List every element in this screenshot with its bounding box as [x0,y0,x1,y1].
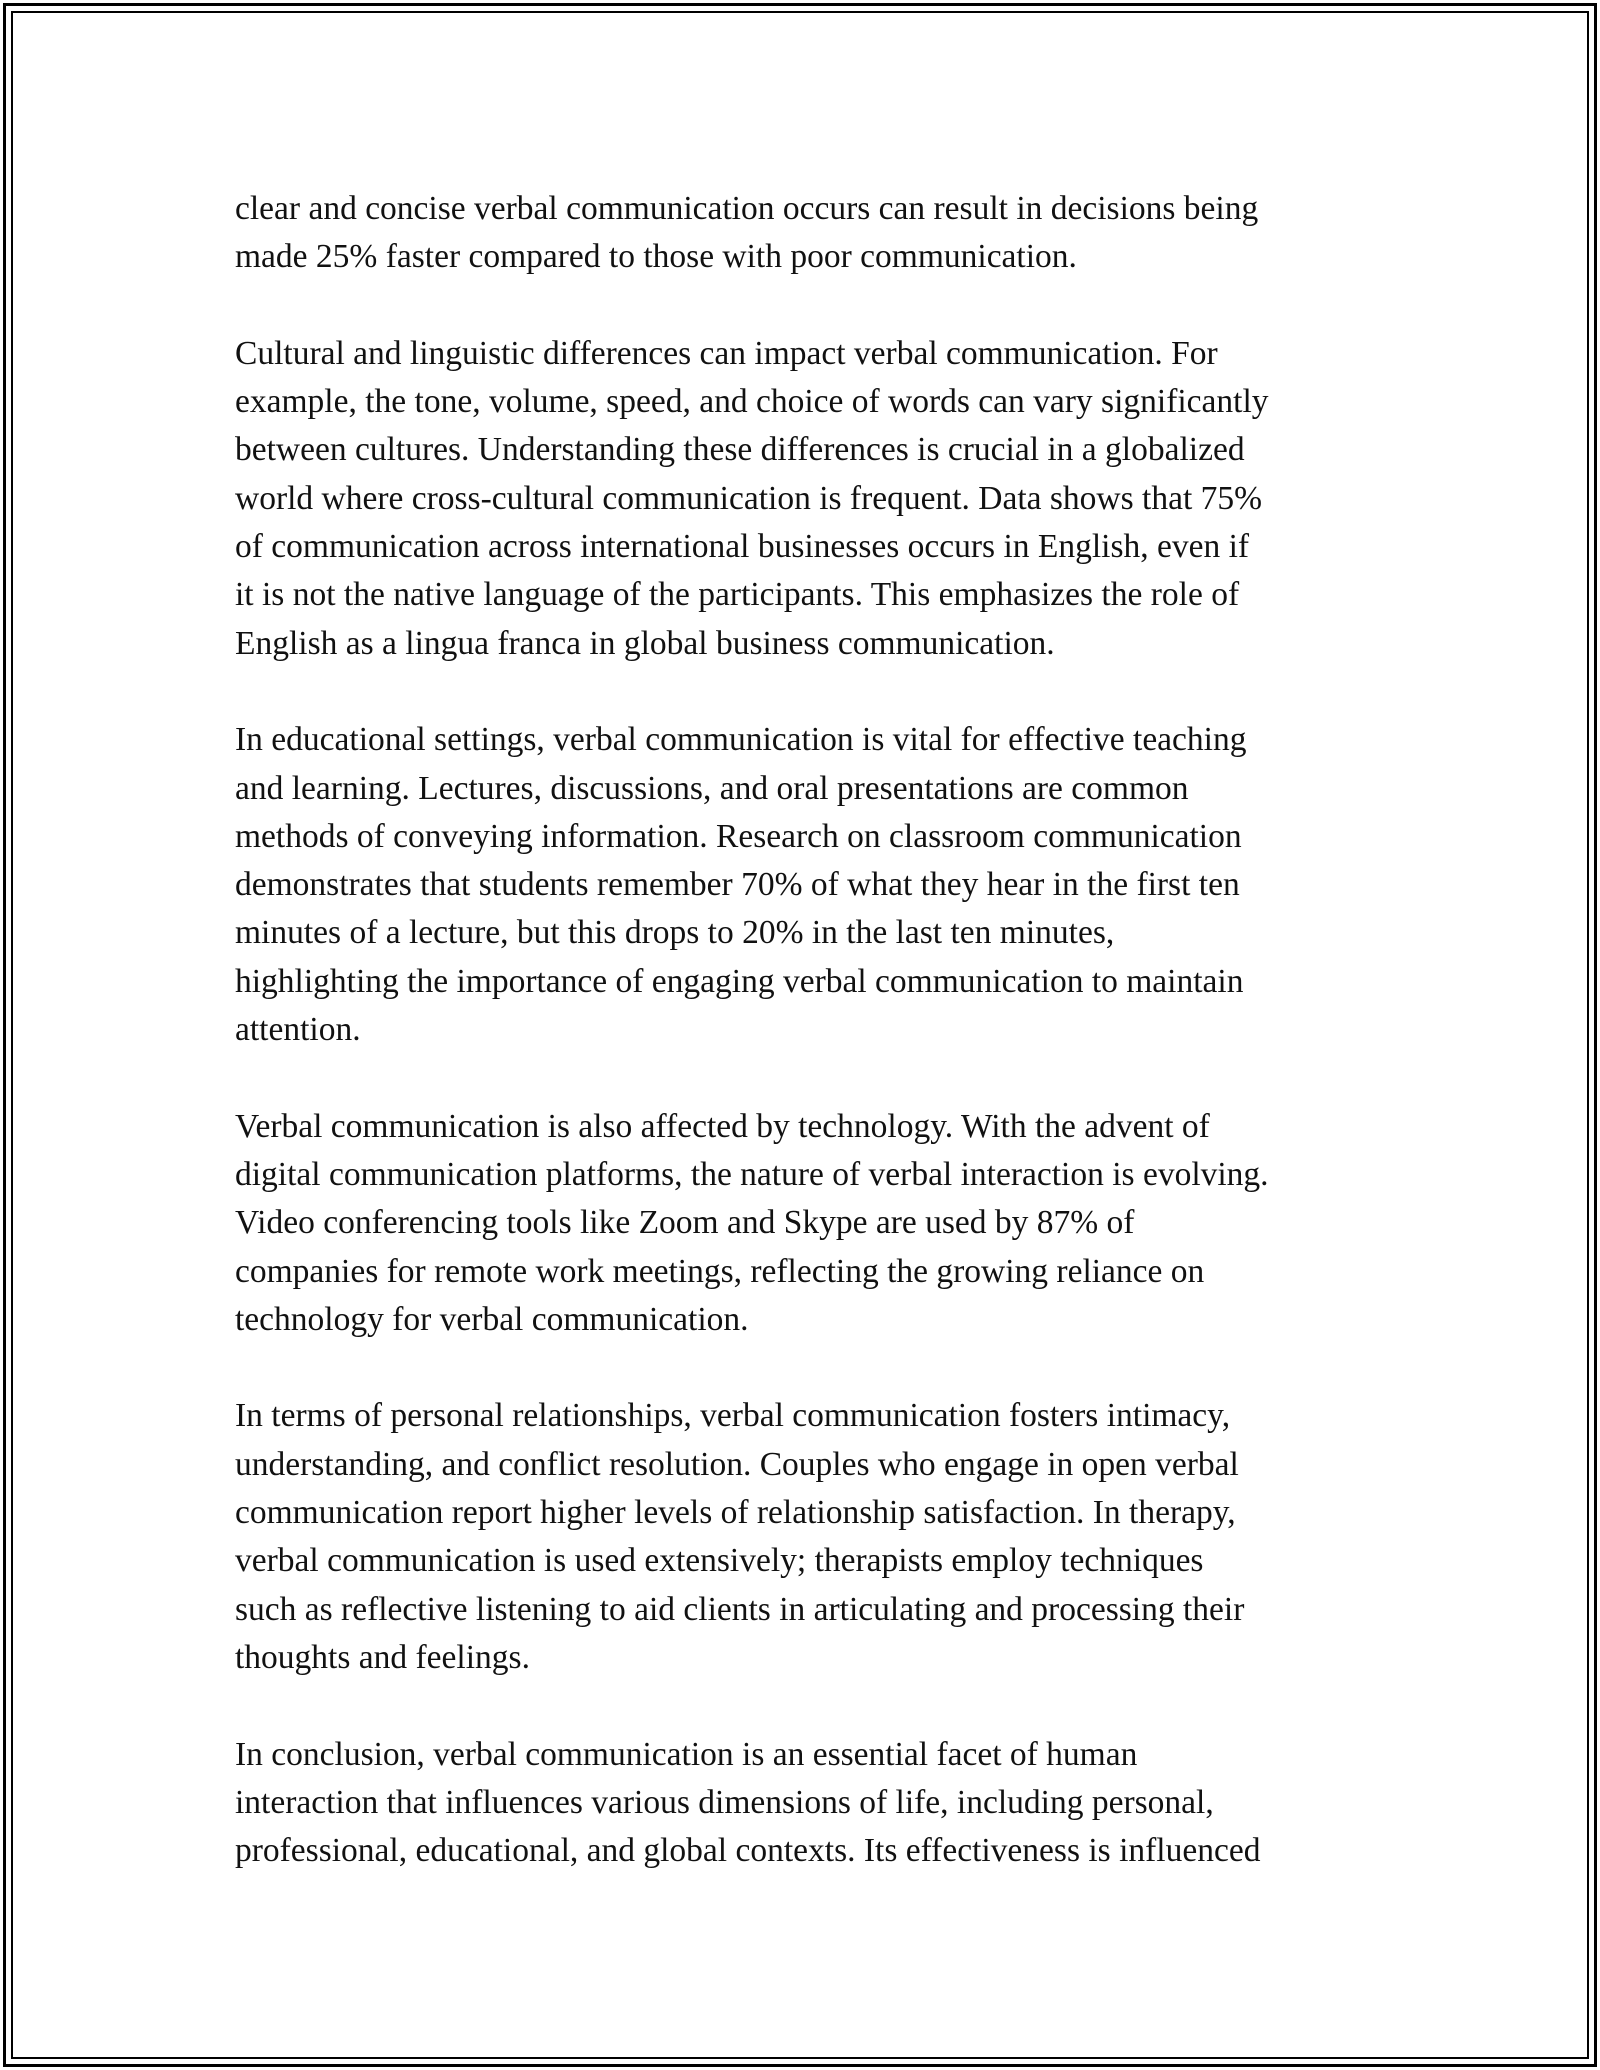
paragraph-conclusion: In conclusion, verbal communication is an essential facet of human interaction that influences various dimensions of life, including personal, professional, educational, and global contexts. Its effectiveness is influenced [235,1735,1261,1870]
paragraph-personal-relationships: In terms of personal relationships, verbal communication fosters intimacy, understanding, and conflict resolution. Couples who engage in open verbal communication report higher levels of relationship satisfaction. In therapy, verbal communication is used extensively; therapists employ techniques such as reflective listening to aid clients in articulating and processing their thoughts and feelings. [235,1397,1245,1676]
paragraph-cultural-differences: Cultural and linguistic differences can impact verbal communication. For example, the tone, volume, speed, and choice of words can vary significantly between cultures. Understanding these differences is crucial in a globalized world where cross-cultural communication is frequent. Data shows that 75% of communication across international businesses occurs in English, even if it is not the native language of the participants. This emphasizes the role of English as a lingua franca in global business communication. [235,334,1269,662]
paragraph-technology: Verbal communication is also affected by technology. With the advent of digital communication platforms, the nature of verbal interaction is evolving. Video conferencing tools like Zoom and Skype are used by 87% of companies for remote work meetings, reflecting the growing reliance on technology for verbal communication. [235,1107,1269,1338]
paragraph-educational-settings: In educational settings, verbal communication is vital for effective teaching and learning. Lectures, discussions, and oral presentations are common methods of conveying information. Research on classroom communication demonstrates that students remember 70% of what they hear in the first ten minutes of a lecture, but this drops to 20% in the last ten minutes, highlighting the importance of engaging verbal communication to maintain attention. [235,721,1247,1049]
paragraph-decision-speed: clear and concise verbal communication occurs can result in decisions being made 25% faster compared to those with poor communication. [235,190,1259,276]
document-body [235,185,1375,1875]
